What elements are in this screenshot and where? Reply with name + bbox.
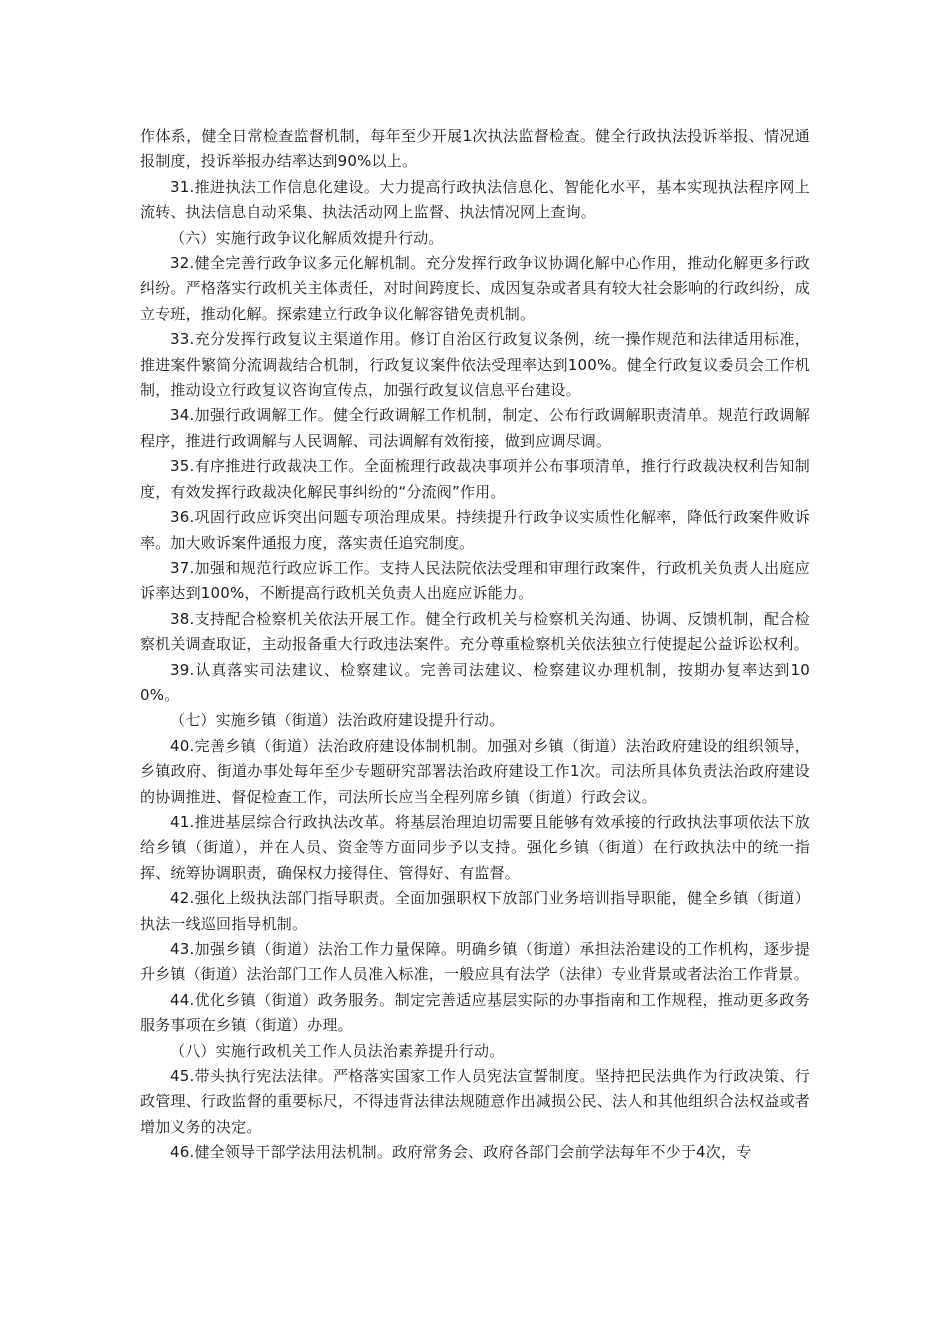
paragraph-32: 32.健全完善行政争议多元化解机制。充分发挥行政争议协调化解中心作用，推动化解更多行政纠纷。严格落实行政机关主体责任，对时间跨度长、成因复杂或者具有较大社会影响的行政纠纷，成立专班，推动化解。探索建立行政争议化解容错免责机制。: [140, 254, 810, 323]
paragraph-36: 36.巩固行政应诉突出问题专项治理成果。持续提升行政争议实质性化解率，降低行政案件败诉率。加大败诉案件通报力度，落实责任追究制度。: [140, 508, 810, 552]
paragraph-44: 44.优化乡镇（街道）政务服务。制定完善适应基层实际的办事指南和工作规程，推动更多政务服务事项在乡镇（街道）办理。: [140, 990, 810, 1035]
paragraph-42: 42.强化上级执法部门指导职责。全面加强职权下放部门业务培训指导职能，健全乡镇（街道）执法一线巡回指导机制。: [140, 889, 810, 933]
paragraph-41: 41.推进基层综合行政执法改革。将基层治理迫切需要且能够有效承接的行政执法事项依法下放给乡镇（街道），并在人员、资金等方面同步予以支持。强化乡镇（街道）在行政执法中的统一指挥、统筹协调职责，确保权力接得住、管得好、有监督。: [140, 812, 810, 882]
paragraph-33: 33.充分发挥行政复议主渠道作用。修订自治区行政复议条例，统一操作规范和法律适用标准，推进案件繁简分流调裁结合机制，行政复议案件依法受理率达到100%。健全行政复议委员会工作机制，推动设立行政复议咨询宣传点，加强行政复议信息平台建设。: [140, 330, 810, 400]
section-heading-8: （八）实施行政机关工作人员法治素养提升行动。: [170, 1041, 505, 1060]
paragraph-46: 46.健全领导干部学法用法机制。政府常务会、政府各部门会前学法每年不少于4次，专: [170, 1143, 752, 1162]
section-heading-7: （七）实施乡镇（街道）法治政府建设提升行动。: [170, 711, 505, 730]
paragraph-40: 40.完善乡镇（街道）法治政府建设体制机制。加强对乡镇（街道）法治政府建设的组织领导，乡镇政府、街道办事处每年至少专题研究部署法治政府建设工作1次。司法所具体负责法治政府建设的协调推进、督促检查工作，司法所长应当全程列席乡镇（街道）行政会议。: [140, 736, 810, 806]
paragraph-37: 37.加强和规范行政应诉工作。支持人民法院依法受理和审理行政案件，行政机关负责人出庭应诉率达到100%，不断提高行政机关负责人出庭应诉能力。: [140, 558, 810, 603]
paragraph-31: 31.推进执法工作信息化建设。大力提高行政执法信息化、智能化水平，基本实现执法程序网上流转、执法信息自动采集、执法活动网上监督、执法情况网上查询。: [140, 177, 810, 222]
section-heading-6: （六）实施行政争议化解质效提升行动。: [170, 228, 444, 247]
paragraph-43: 43.加强乡镇（街道）法治工作力量保障。明确乡镇（街道）承担法治建设的工作机构，逐步提升乡镇（街道）法治部门工作人员准入标准，一般应具有法学（法律）专业背景或者法治工作背景。: [140, 940, 810, 984]
paragraph-continued: 作体系，健全日常检查监督机制，每年至少开展1次执法监督检查。健全行政执法投诉举报、情况通报制度，投诉举报办结率达到90%以上。: [140, 127, 810, 171]
paragraph-38: 38.支持配合检察机关依法开展工作。健全行政机关与检察机关沟通、协调、反馈机制，配合检察机关调查取证，主动报备重大行政违法案件。充分尊重检察机关依法独立行使提起公益诉讼权利。: [140, 609, 810, 654]
paragraph-39: 39.认真落实司法建议、检察建议。完善司法建议、检察建议办理机制，按期办复率达到100%。: [140, 660, 810, 704]
document-page: [140, 124, 810, 1166]
paragraph-35: 35.有序推进行政裁决工作。全面梳理行政裁决事项并公布事项清单，推行行政裁决权利告知制度，有效发挥行政裁决化解民事纠纷的“分流阀”作用。: [140, 457, 810, 501]
paragraph-45: 45.带头执行宪法法律。严格落实国家工作人员宪法宣誓制度。坚持把民法典作为行政决策、行政管理、行政监督的重要标尺，不得违背法律法规随意作出减损公民、法人和其他组织合法权益或者增加义务的决定。: [140, 1067, 810, 1136]
paragraph-34: 34.加强行政调解工作。健全行政调解工作机制，制定、公布行政调解职责清单。规范行政调解程序，推进行政调解与人民调解、司法调解有效衔接，做到应调尽调。: [140, 406, 810, 450]
